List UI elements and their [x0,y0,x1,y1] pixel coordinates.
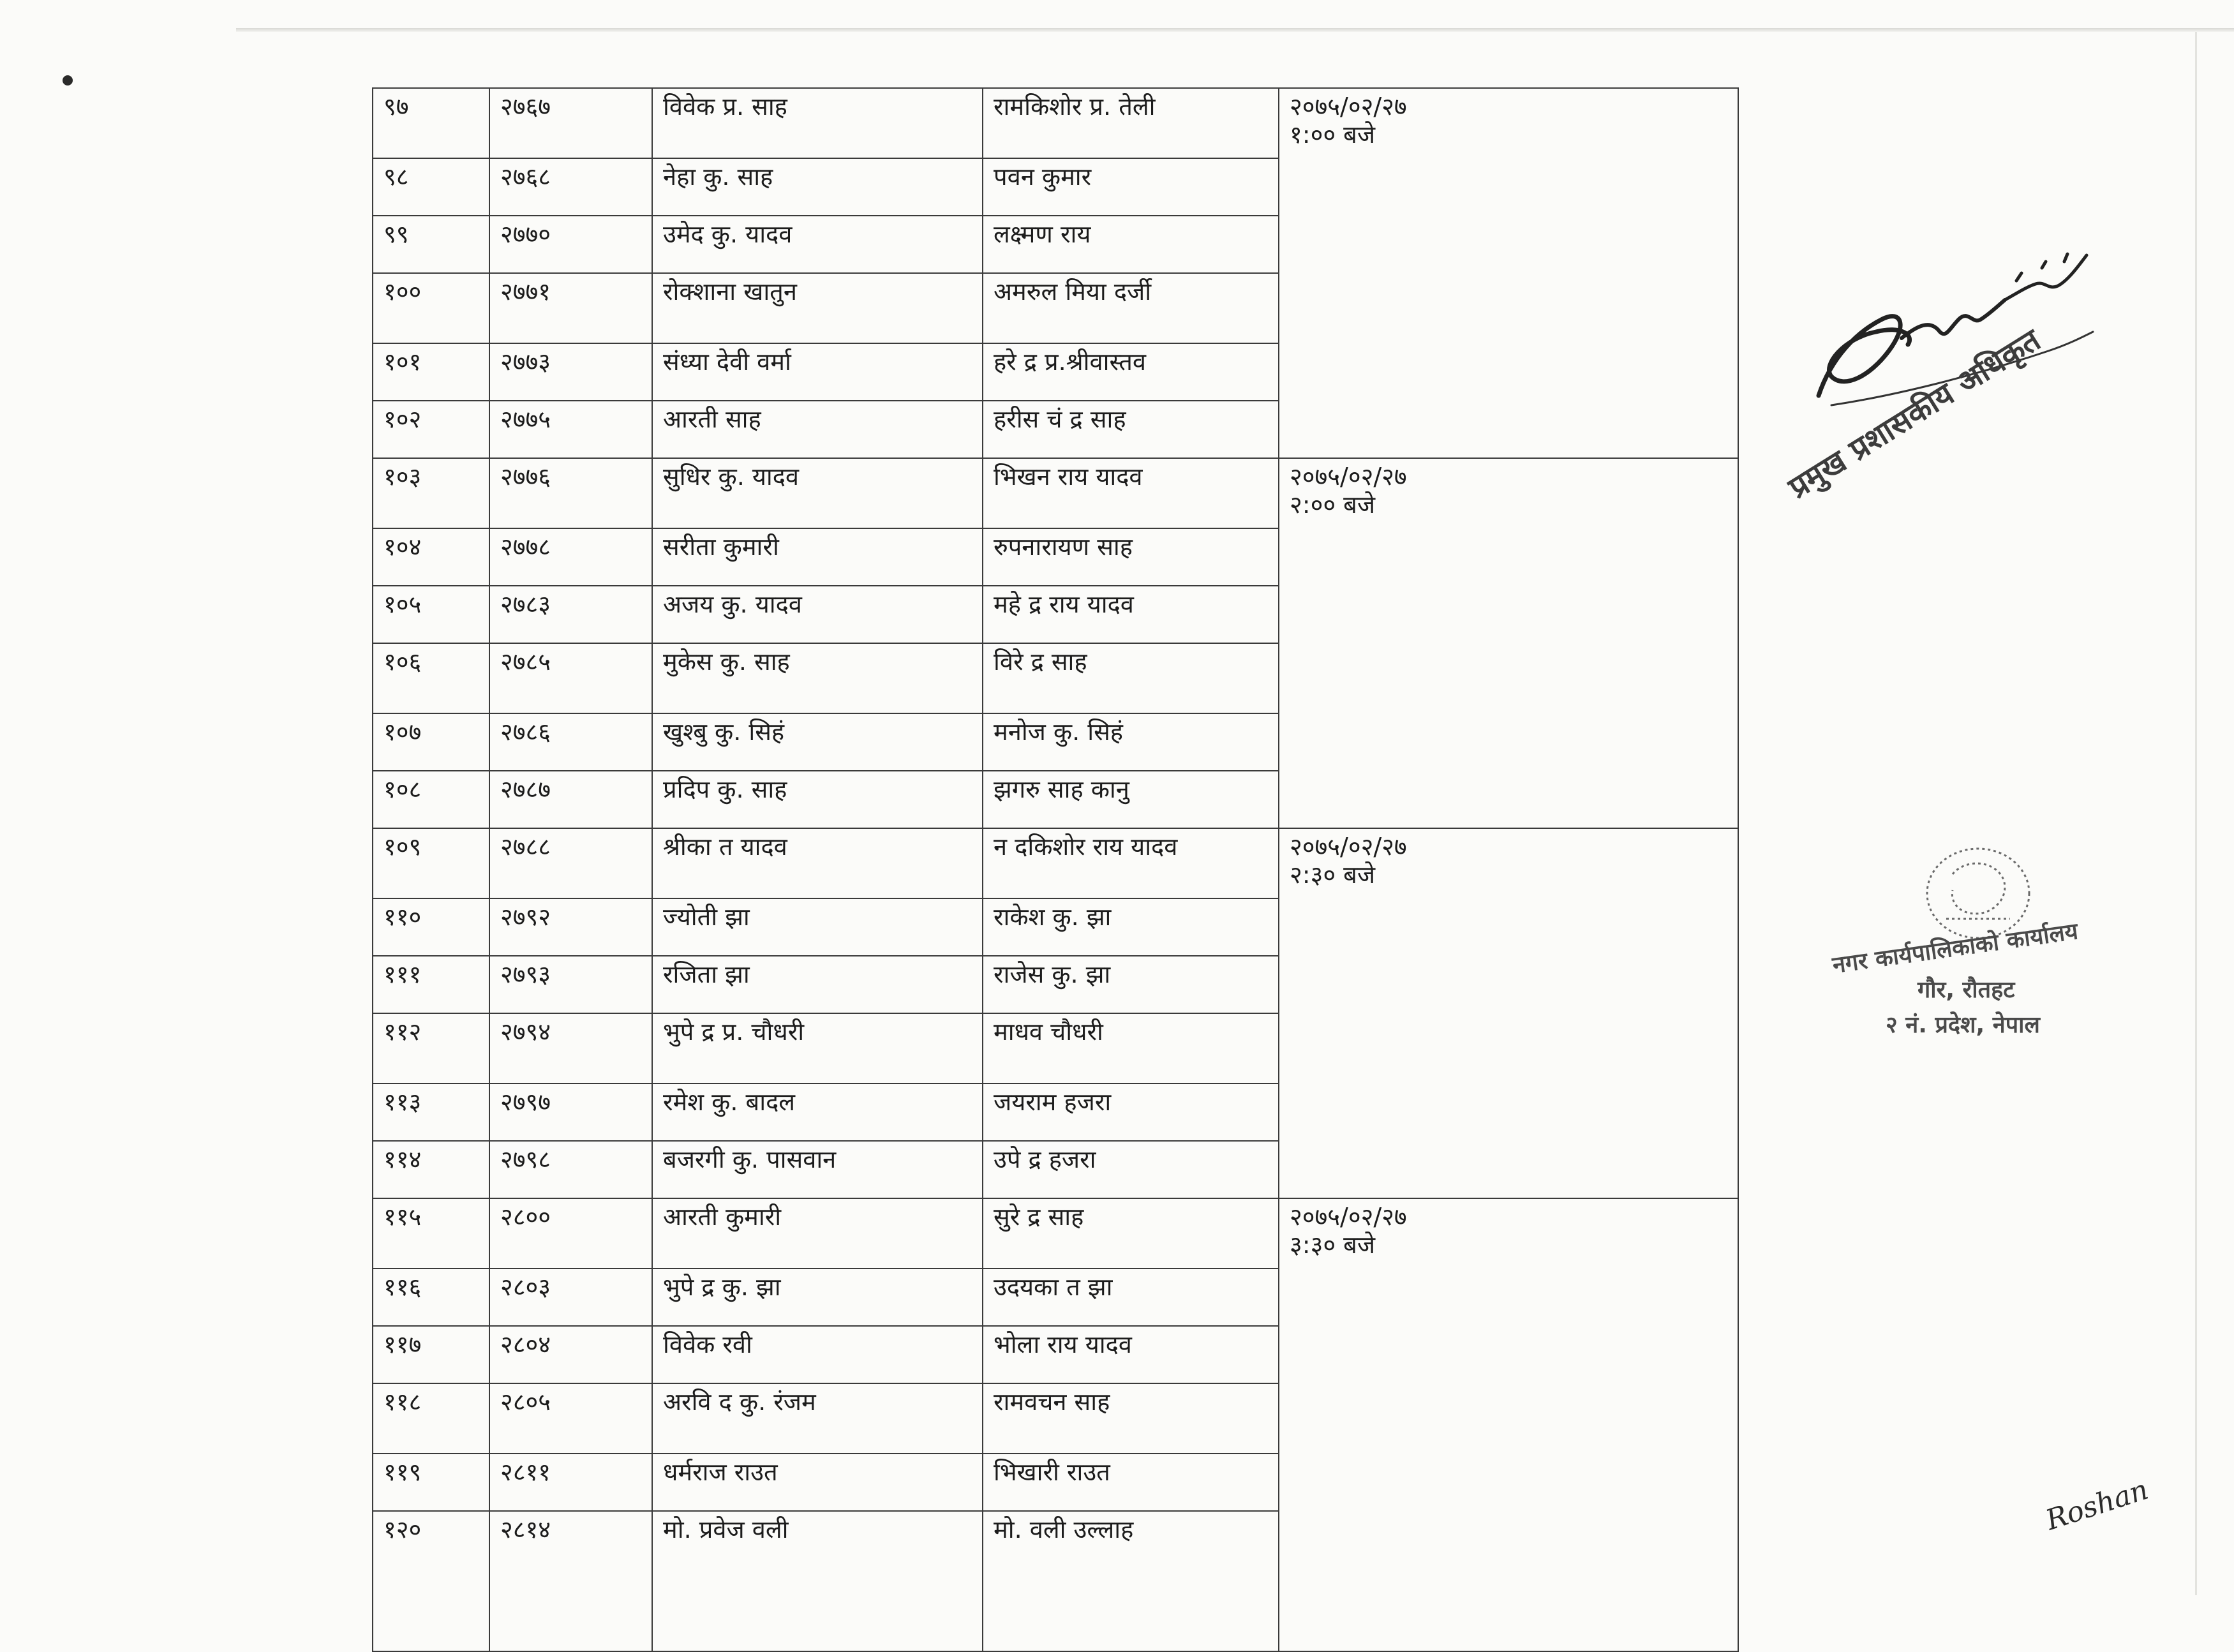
officer-designation: प्रमुख प्रशासकीय अधिकृत [1782,322,2047,506]
serial-number-cell: १०९ [373,828,489,898]
table-row [373,88,1738,158]
exam-schedule-body [373,88,1738,1651]
roll-number-cell: २७७५ [489,401,652,458]
roll-number-cell: २७६७ [489,88,652,158]
roll-number-cell: २७९२ [489,898,652,956]
candidate-name-cell: भुपे द्र कु. झा [652,1269,983,1326]
serial-number-cell: ११६ [373,1269,489,1326]
candidate-name-cell: धर्मराज राउत [652,1454,983,1511]
serial-number-cell: १०४ [373,528,489,586]
roll-number-cell: २८०५ [489,1383,652,1454]
interview-slot-cell [1279,458,1738,828]
punch-hole-mark [63,75,73,86]
interview-slot-cell [1279,828,1738,1198]
guardian-name-cell: पवन कुमार [983,158,1279,216]
candidate-name-cell: सुधिर कु. यादव [652,458,983,528]
guardian-name-cell: मो. वली उल्लाह [983,1511,1279,1651]
candidate-name-cell: संध्या देवी वर्मा [652,343,983,401]
guardian-name-cell: न दकिशोर राय यादव [983,828,1279,898]
roll-number-cell: २७९३ [489,956,652,1013]
candidate-name-cell: उमेद कु. यादव [652,216,983,273]
guardian-name-cell: रुपनारायण साह [983,528,1279,586]
guardian-name-cell: राजेस कु. झा [983,956,1279,1013]
roll-number-cell: २७७० [489,216,652,273]
roll-number-cell: २७७१ [489,273,652,343]
candidate-name-cell: विवेक प्र. साह [652,88,983,158]
candidate-name-cell: सरीता कुमारी [652,528,983,586]
slot-time: ३:३० बजे [1290,1231,1376,1259]
guardian-name-cell: हरे द्र प्र.श्रीवास्तव [983,343,1279,401]
slot-date: २०७५/०२/२७ [1290,1203,1407,1231]
guardian-name-cell: राकेश कु. झा [983,898,1279,956]
roll-number-cell: २८०३ [489,1269,652,1326]
guardian-name-cell: उदयका त झा [983,1269,1279,1326]
guardian-name-cell: अमरुल मिया दर्जी [983,273,1279,343]
serial-number-cell: १०५ [373,586,489,643]
table-row [373,828,1738,898]
serial-number-cell: ११५ [373,1198,489,1269]
roll-number-cell: २८१४ [489,1511,652,1651]
slot-date: २०७५/०२/२७ [1290,833,1407,861]
candidate-name-cell: मुकेस कु. साह [652,643,983,713]
scan-edge-right [2195,32,2197,1595]
roll-number-cell: २७८८ [489,828,652,898]
slot-time: १:०० बजे [1290,121,1376,149]
roll-number-cell: २७६८ [489,158,652,216]
guardian-name-cell: मनोज कु. सिहं [983,713,1279,771]
candidate-name-cell: मो. प्रवेज वली [652,1511,983,1651]
roll-number-cell: २७८३ [489,586,652,643]
stamp-line-3: २ नं. प्रदेश, नेपाल [1886,1012,2040,1038]
roll-number-cell: २७९८ [489,1141,652,1198]
candidate-name-cell: अरवि द कु. रंजम [652,1383,983,1454]
roll-number-cell: २७७३ [489,343,652,401]
serial-number-cell: १०२ [373,401,489,458]
guardian-name-cell: उपे द्र हजरा [983,1141,1279,1198]
serial-number-cell: १०३ [373,458,489,528]
serial-number-cell: ११२ [373,1013,489,1083]
slot-time: २:३० बजे [1290,861,1376,889]
guardian-name-cell: झगरु साह कानु [983,771,1279,828]
table-row [373,458,1738,528]
roll-number-cell: २८११ [489,1454,652,1511]
candidate-name-cell: बजरगी कु. पासवान [652,1141,983,1198]
guardian-name-cell: भिखन राय यादव [983,458,1279,528]
roll-number-cell: २७९४ [489,1013,652,1083]
roll-number-cell: २८०० [489,1198,652,1269]
serial-number-cell: ११३ [373,1083,489,1141]
roll-number-cell: २७८७ [489,771,652,828]
candidate-name-cell: रजिता झा [652,956,983,1013]
interview-slot-cell [1279,1198,1738,1651]
guardian-name-cell: रामवचन साह [983,1383,1279,1454]
candidate-name-cell: श्रीका त यादव [652,828,983,898]
stamp-line-1: नगर कार्यपालिकाको कार्यालय [1831,918,2080,979]
candidate-name-cell: ज्योती झा [652,898,983,956]
serial-number-cell: १०० [373,273,489,343]
guardian-name-cell: भिखारी राउत [983,1454,1279,1511]
guardian-name-cell: भोला राय यादव [983,1326,1279,1383]
slot-time: २:०० बजे [1290,491,1376,519]
serial-number-cell: १२० [373,1511,489,1651]
serial-number-cell: ९८ [373,158,489,216]
guardian-name-cell: सुरे द्र साह [983,1198,1279,1269]
slot-date: २०७५/०२/२७ [1290,463,1407,491]
guardian-name-cell: लक्ष्मण राय [983,216,1279,273]
serial-number-cell: १०६ [373,643,489,713]
candidate-name-cell: विवेक रवी [652,1326,983,1383]
scan-edge-top [236,28,2234,32]
stamp-line-2: गौर, रौतहट [1918,977,2015,1003]
roll-number-cell: २७७८ [489,528,652,586]
candidate-name-cell: भुपे द्र प्र. चौधरी [652,1013,983,1083]
serial-number-cell: ११९ [373,1454,489,1511]
table-row [373,1198,1738,1269]
candidate-name-cell: आरती कुमारी [652,1198,983,1269]
serial-number-cell: १०१ [373,343,489,401]
office-stamp [1825,836,2131,1091]
serial-number-cell: ११७ [373,1326,489,1383]
guardian-name-cell: जयराम हजरा [983,1083,1279,1141]
guardian-name-cell: महे द्र राय यादव [983,586,1279,643]
roll-number-cell: २७९७ [489,1083,652,1141]
candidate-name-cell: अजय कु. यादव [652,586,983,643]
roll-number-cell: २७८६ [489,713,652,771]
serial-number-cell: ११० [373,898,489,956]
candidate-name-cell: रोक्शाना खातुन [652,273,983,343]
serial-number-cell: १०८ [373,771,489,828]
candidate-name-cell: आरती साह [652,401,983,458]
serial-number-cell: ११४ [373,1141,489,1198]
exam-schedule-table [372,87,1739,1652]
guardian-name-cell: रामकिशोर प्र. तेली [983,88,1279,158]
guardian-name-cell: विरे द्र साह [983,643,1279,713]
handwritten-initials: Roshan [2042,1473,2152,1537]
serial-number-cell: १११ [373,956,489,1013]
serial-number-cell: ११८ [373,1383,489,1454]
serial-number-cell: ९९ [373,216,489,273]
interview-slot-cell [1279,88,1738,458]
roll-number-cell: २७८५ [489,643,652,713]
slot-date: २०७५/०२/२७ [1290,93,1407,121]
candidate-name-cell: खुश्बु कु. सिहं [652,713,983,771]
roll-number-cell: २८०४ [489,1326,652,1383]
roll-number-cell: २७७६ [489,458,652,528]
candidate-name-cell: रमेश कु. बादल [652,1083,983,1141]
candidate-name-cell: प्रदिप कु. साह [652,771,983,828]
guardian-name-cell: हरीस चं द्र साह [983,401,1279,458]
serial-number-cell: ९७ [373,88,489,158]
candidate-name-cell: नेहा कु. साह [652,158,983,216]
serial-number-cell: १०७ [373,713,489,771]
guardian-name-cell: माधव चौधरी [983,1013,1279,1083]
